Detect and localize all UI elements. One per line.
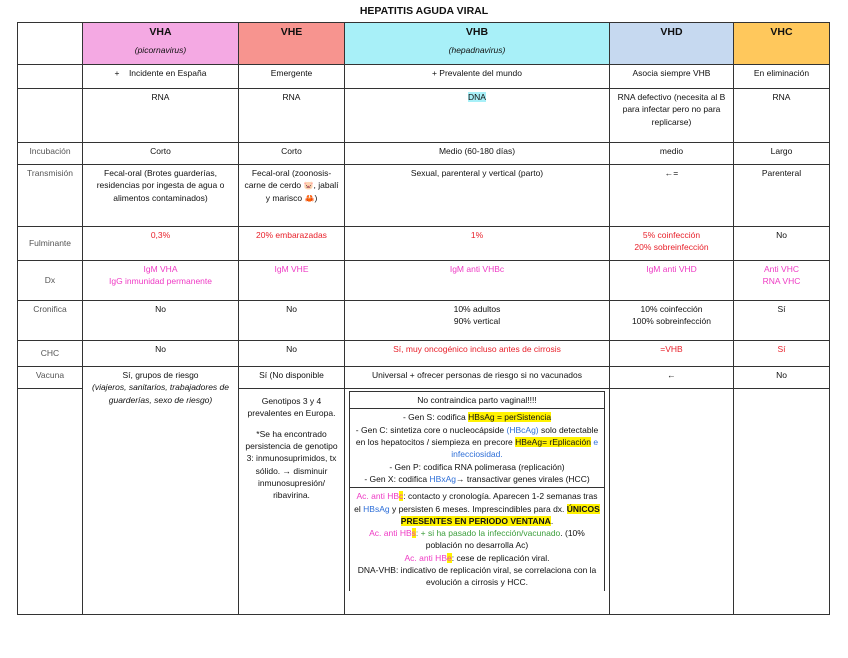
row-label-fulminante: Fulminante: [18, 227, 83, 261]
vhe-notes: Genotipos 3 y 4 prevalentes en Europa. *Se ha encontrado persistencia de genotipo 3: inmunosuprimidos, tx sólido. → disminuir inmunosupresión/ ribavirina.: [239, 389, 345, 615]
cell: Largo: [734, 143, 830, 165]
cell: RNA defectivo (necesita al B para infectar pero no para replicarse): [610, 89, 734, 143]
cell: Corto: [239, 143, 345, 165]
cell: Fecal-oral (zoonosis-carne de cerdo 🐷, jabalí y marisco 🦀): [239, 165, 345, 227]
col-header-vhe: VHE: [239, 23, 345, 65]
cell: + Prevalente del mundo: [345, 65, 610, 89]
row-label-cronifica: Cronifica: [18, 301, 83, 341]
cell: + Incidente en España: [83, 65, 239, 89]
table-row: [18, 301, 830, 341]
hepatitis-table: [17, 22, 830, 615]
cell: En eliminación: [734, 65, 830, 89]
cell: 10% adultos 90% vertical: [345, 301, 610, 341]
cell: Emergente: [239, 65, 345, 89]
vhb-antibodies-note: Ac. anti HBc: contacto y cronología. Aparecen 1-2 semanas tras el HBsAg y persisten 6 meses. Imprescindibles para dx. ÚNICOS PRESENTES EN PERIODO VENTANA. Ac. anti HBs: + si ha pasado la infección/vacunado. (10% población no desarrolla Ac) Ac. anti HBe: cese de replicación viral. DNA-VHB: indicativo de replicación viral, se correlaciona con la evolución a cirrosis y HCC.: [350, 488, 605, 591]
cell: IgM VHA IgG inmunidad permanente: [83, 261, 239, 301]
vhd-notes: [610, 389, 734, 615]
col-header-vha: VHA (picornavirus): [83, 23, 239, 65]
vhb-notes: [345, 389, 610, 615]
cell: No: [83, 341, 239, 367]
cell: Sí: [734, 301, 830, 341]
cell: 5% coinfección 20% sobreinfección: [610, 227, 734, 261]
cell: ←: [610, 367, 734, 389]
row-label-chc: CHC: [18, 341, 83, 367]
table-row: [18, 261, 830, 301]
table-row: [18, 143, 830, 165]
row-label-incubacion: Incubación: [18, 143, 83, 165]
table-row: [18, 367, 830, 389]
cell: Fecal-oral (Brotes guarderías, residencias por ingesta de agua o alimentos contaminados): [83, 165, 239, 227]
cell: Medio (60-180 días): [345, 143, 610, 165]
cell: Sí (No disponible: [239, 367, 345, 389]
cell: No: [83, 301, 239, 341]
col-header-vhd: VHD: [610, 23, 734, 65]
header-row: [18, 23, 830, 65]
corner-cell: [18, 23, 83, 65]
cell: Asocia siempre VHB: [610, 65, 734, 89]
table-row: [18, 227, 830, 261]
row-label-dx: Dx: [18, 261, 83, 301]
cell: Anti VHC RNA VHC: [734, 261, 830, 301]
col-header-vhc: VHC: [734, 23, 830, 65]
table-row: [18, 65, 830, 89]
vhb-parto-note: No contraindica parto vaginal!!!!: [350, 392, 605, 409]
cell: No: [239, 301, 345, 341]
cell: RNA: [83, 89, 239, 143]
cell: Parenteral: [734, 165, 830, 227]
vhb-genes-note: - Gen S: codifica HBsAg = perSistencia - Gen C: sintetiza core o nucleocápside (HBcAg) solo detectable en los hepatocitos / siempieza en precore HBeAg= rEplicación e infecciosidad. - Gen P: codifica RNA polimerasa (replicación) - Gen X: codifica HBxAg→ transactivar genes virales (HCC): [350, 409, 605, 488]
table-row: [18, 89, 830, 143]
cell: RNA: [734, 89, 830, 143]
table-row: [18, 341, 830, 367]
page-title: HEPATITIS AGUDA VIRAL: [359, 5, 489, 17]
cell: No: [734, 227, 830, 261]
cell: 20% embarazadas: [239, 227, 345, 261]
cell: Sí: [734, 341, 830, 367]
cell: No: [239, 341, 345, 367]
cell: RNA: [239, 89, 345, 143]
cell: medio: [610, 143, 734, 165]
vhc-notes: [734, 389, 830, 615]
cell: IgM VHE: [239, 261, 345, 301]
cell: Corto: [83, 143, 239, 165]
col-header-vhb: VHB (hepadnavirus): [345, 23, 610, 65]
cell: Sí, grupos de riesgo (viajeros, sanitarios, trabajadores de guarderías, sexo de riesgo): [83, 367, 239, 615]
table-row: [18, 165, 830, 227]
row-label-vacuna: Vacuna: [18, 367, 83, 389]
cell: Universal + ofrecer personas de riesgo si no vacunados: [345, 367, 610, 389]
cell: Sí, muy oncogénico incluso antes de cirrosis: [345, 341, 610, 367]
cell: =VHB: [610, 341, 734, 367]
cell: 1%: [345, 227, 610, 261]
cell: 0,3%: [83, 227, 239, 261]
cell: 10% coinfección 100% sobreinfección: [610, 301, 734, 341]
cell: DNA: [345, 89, 610, 143]
cell: ←=: [610, 165, 734, 227]
crab-icon: 🦀: [304, 193, 315, 203]
cell: Sexual, parenteral y vertical (parto): [345, 165, 610, 227]
cell: IgM anti VHBc: [345, 261, 610, 301]
cell: No: [734, 367, 830, 389]
row-label-transmision: Transmisión: [18, 165, 83, 227]
cell: IgM anti VHD: [610, 261, 734, 301]
pig-icon: 🐷: [303, 181, 314, 191]
